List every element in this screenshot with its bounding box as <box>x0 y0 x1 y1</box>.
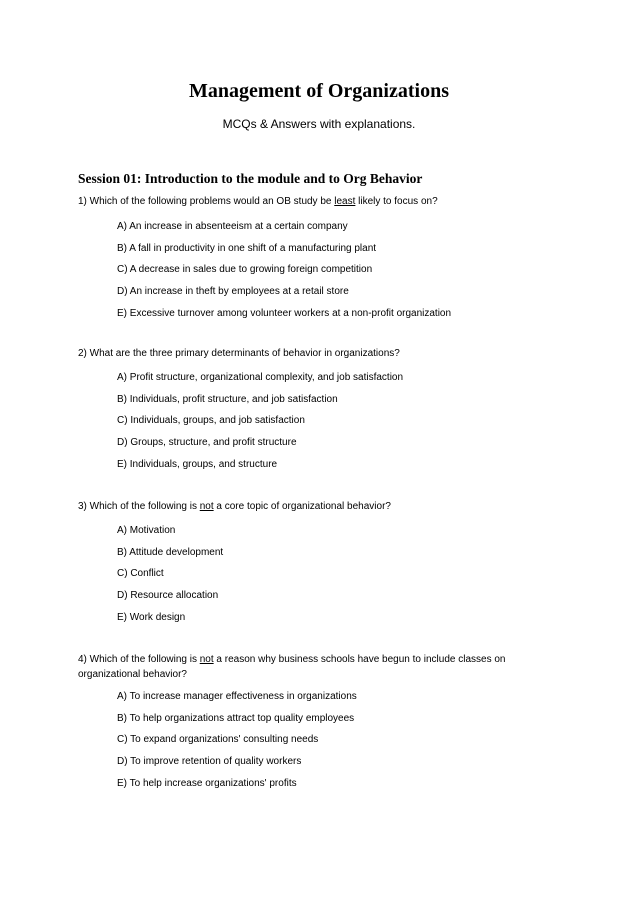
document-subtitle: MCQs & Answers with explanations. <box>222 117 416 131</box>
option-b: B) To help organizations attract top quality employees <box>117 712 355 724</box>
option-a: A) Profit structure, organizational complexity, and job satisfaction <box>117 372 404 383</box>
document-title: Management of Organizations <box>189 80 449 102</box>
option-c: C) Individuals, groups, and job satisfaction <box>117 415 305 427</box>
session-heading: Session 01: Introduction to the module and to Org Behavior <box>78 171 423 186</box>
option-c: C) To expand organizations' consulting needs <box>117 734 319 746</box>
question-2-options <box>117 367 557 475</box>
option-a: A) An increase in absenteeism at a certain company <box>117 221 348 232</box>
option-e: E) To help increase organizations' profits <box>117 777 297 789</box>
option-b: B) Individuals, profit structure, and job satisfaction <box>117 393 338 405</box>
question-4-emphasis: not <box>199 654 214 665</box>
option-c: C) Conflict <box>117 568 164 580</box>
question-4-text: 4) Which of the following is not a reason why business schools have begun to include classes on organizational behavior? <box>78 654 506 680</box>
question-4-options <box>117 686 557 794</box>
option-e: E) Work design <box>117 611 186 623</box>
option-a: A) Motivation <box>117 525 176 536</box>
option-d: D) Groups, structure, and profit structure <box>117 437 297 449</box>
question-3-options <box>117 520 557 628</box>
option-b: B) Attitude development <box>117 546 224 558</box>
option-e: E) Individuals, groups, and structure <box>117 458 278 470</box>
question-2-text: 2) What are the three primary determinants of behavior in organizations? <box>78 348 400 359</box>
option-d: D) To improve retention of quality workers <box>117 756 302 768</box>
question-1-text: 1) Which of the following problems would an OB study be least likely to focus on? <box>78 196 438 207</box>
option-a: A) To increase manager effectiveness in organizations <box>117 691 357 702</box>
question-3-emphasis: not <box>199 501 214 512</box>
option-e: E) Excessive turnover among volunteer workers at a non-profit organization <box>117 307 452 319</box>
option-b: B) A fall in productivity in one shift of a manufacturing plant <box>117 242 377 254</box>
option-c: C) A decrease in sales due to growing foreign competition <box>117 264 373 276</box>
question-3-text: 3) Which of the following is not a core topic of organizational behavior? <box>78 501 391 512</box>
option-d: D) Resource allocation <box>117 590 219 602</box>
option-d: D) An increase in theft by employees at a retail store <box>117 286 349 298</box>
question-1-options <box>117 216 557 324</box>
question-1-emphasis: least <box>334 196 356 207</box>
